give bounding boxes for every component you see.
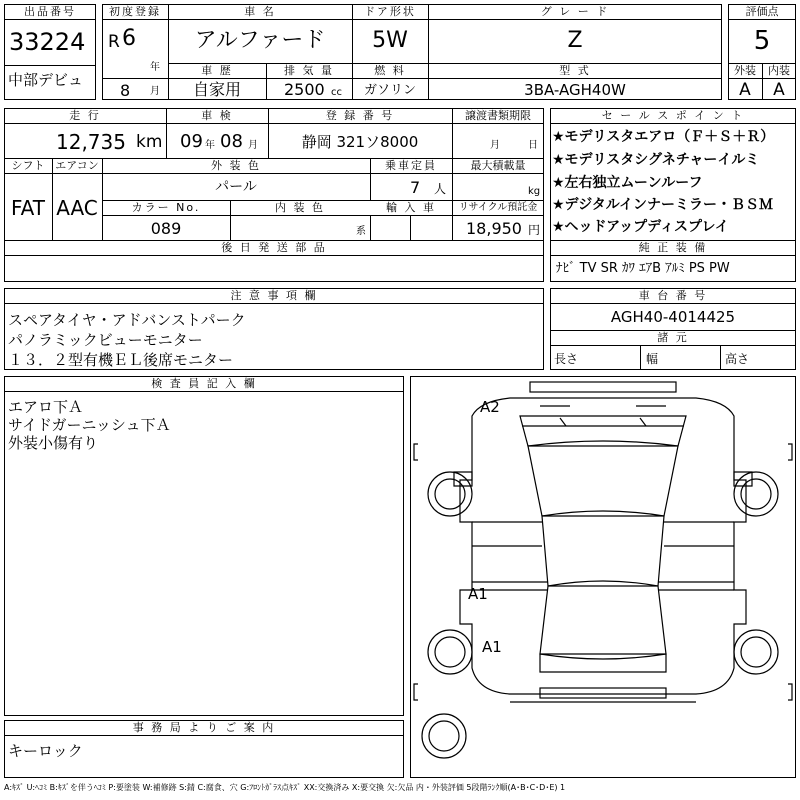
- transfer-month-unit: 月: [490, 140, 500, 151]
- model: 3BA-AGH40W: [524, 81, 626, 99]
- inspection-label: 車 検: [201, 109, 233, 122]
- ext-color: パール: [215, 179, 257, 195]
- door-label: ドア形状: [364, 5, 416, 18]
- month-unit: 月: [150, 86, 160, 97]
- grade: Z: [567, 28, 583, 53]
- recycle-unit: 円: [528, 223, 541, 237]
- inspector-label: 検 査 員 記 入 欄: [151, 377, 257, 390]
- insp-year-unit: 年: [205, 140, 215, 151]
- history: 自家用: [192, 80, 241, 99]
- sales-point-3: ★左右独立ムーンルーフ: [552, 175, 703, 191]
- region: 中部デビュ: [8, 71, 84, 89]
- plate: 静岡 321ソ8000: [301, 133, 419, 151]
- era: R: [108, 32, 120, 52]
- mileage: 12,735: [56, 130, 126, 154]
- insp-month: 08: [220, 131, 243, 152]
- ext-color-label: 外 装 色: [211, 159, 261, 172]
- height-label: 高さ: [725, 352, 750, 366]
- sales-label: セ ー ル ス ポ イ ン ト: [601, 109, 745, 122]
- lot-no: 33224: [9, 28, 86, 56]
- capacity-unit: 人: [434, 182, 447, 196]
- transfer-day-unit: 日: [528, 140, 538, 151]
- damage-mark-left-side: A1: [468, 585, 488, 603]
- year-unit: 年: [150, 62, 160, 73]
- first-reg-label: 初度登録: [109, 5, 161, 18]
- notes-label: 注 意 事 項 欄: [230, 289, 318, 302]
- door: 5W: [372, 28, 408, 53]
- lot-no-label: 出品番号: [24, 5, 76, 18]
- year: 6: [122, 26, 136, 51]
- equipment-value: ﾅﾋﾞ TV SR ｶﾜ ｴｱB ｱﾙﾐ PS PW: [556, 261, 730, 276]
- width-label: 幅: [646, 352, 659, 366]
- sales-point-4: ★デジタルインナーミラー・ＢＳＭ: [552, 197, 774, 213]
- insp-year: 09: [180, 131, 203, 152]
- chassis-value: AGH40-4014425: [610, 308, 736, 326]
- model-label: 型 式: [559, 64, 591, 77]
- mileage-label: 走 行: [69, 109, 101, 122]
- damage-mark-front: A2: [480, 398, 500, 416]
- load-unit: kg: [528, 186, 541, 197]
- recycle: 18,950: [466, 219, 522, 238]
- inspector-line-3: 外装小傷有り: [8, 434, 99, 452]
- chassis-label: 車 台 番 号: [638, 289, 708, 302]
- sales-point-5: ★ヘッドアップディスプレイ: [552, 219, 729, 235]
- shift-label: シフト: [11, 159, 45, 172]
- load-label: 最大積載量: [470, 159, 526, 172]
- recycle-label: リサイクル預託金: [458, 202, 538, 213]
- ac: AAC: [56, 196, 98, 220]
- sales-point-2: ★モデリスタシグネチャーイルミ: [552, 152, 760, 168]
- sales-point-1: ★モデリスタエアロ（Ｆ＋Ｓ＋Ｒ）: [552, 129, 775, 145]
- fuel: ガソリン: [363, 83, 416, 98]
- note-line-2: パノラミックビューモニター: [8, 331, 203, 349]
- int-label: 内装: [768, 64, 790, 77]
- shipping-label: 後 日 発 送 部 品: [221, 241, 327, 254]
- inspector-line-2: サイドガーニッシュ下Ａ: [8, 416, 171, 434]
- history-label: 車 歴: [201, 64, 233, 77]
- grade-label: グ レ ー ド: [540, 5, 610, 18]
- insp-month-unit: 月: [248, 140, 258, 151]
- fuel-label: 燃 料: [374, 64, 406, 77]
- capacity: 7: [410, 178, 421, 197]
- office-value: キーロック: [8, 742, 83, 760]
- office-label: 事 務 局 よ り ご 案 内: [132, 721, 276, 734]
- ext-grade: A: [739, 80, 751, 100]
- note-line-3: １３．２型有機ＥＬ後席モニター: [8, 351, 234, 369]
- damage-mark-left-rear: A1: [482, 638, 502, 656]
- shift: FAT: [10, 196, 45, 220]
- plate-label: 登 録 番 号: [325, 109, 395, 122]
- inspector-line-1: エアロ下Ａ: [8, 398, 84, 416]
- color-no-label: カラー No.: [131, 201, 201, 214]
- score: 5: [753, 26, 771, 56]
- displacement-label: 排 気 量: [284, 64, 334, 77]
- equipment-label: 純 正 装 備: [638, 241, 708, 254]
- transfer-label: 譲渡書類期限: [465, 109, 531, 122]
- car-diagram: [410, 376, 796, 778]
- legend-text: A:ｷｽﾞ U:ﾍｺﾐ B:ｷｽﾞを伴うﾍｺﾐ P:要塗装 W:補修跡 S:錆 C:腐食、穴 G:ﾌﾛﾝﾄｶﾞﾗｽ点ｷｽﾞ XX:交換済み X:要交換 欠:欠品 内・外装評価 5段階ﾗﾝｸ順(A･B･C･D･E) 1: [4, 783, 566, 792]
- int-grade: A: [773, 80, 785, 100]
- ac-label: エアコン: [55, 159, 99, 172]
- car-name: アルファード: [194, 28, 326, 53]
- ext-label: 外装: [734, 64, 756, 77]
- displacement-unit: cc: [331, 87, 342, 98]
- dims-label: 諸 元: [657, 331, 689, 344]
- score-label: 評価点: [745, 5, 779, 18]
- int-color-label: 内 装 色: [275, 201, 325, 214]
- color-no: 089: [150, 219, 182, 238]
- mileage-unit: km: [136, 132, 163, 152]
- car-name-label: 車 名: [244, 5, 276, 18]
- length-label: 長さ: [554, 352, 579, 366]
- note-line-1: スペアタイヤ・アドバンストパーク: [8, 311, 246, 329]
- month: 8: [120, 81, 131, 100]
- import-label: 輸 入 車: [386, 201, 436, 214]
- capacity-label: 乗車定員: [385, 159, 437, 172]
- displacement: 2500: [284, 80, 325, 99]
- int-color-unit: 系: [356, 226, 366, 237]
